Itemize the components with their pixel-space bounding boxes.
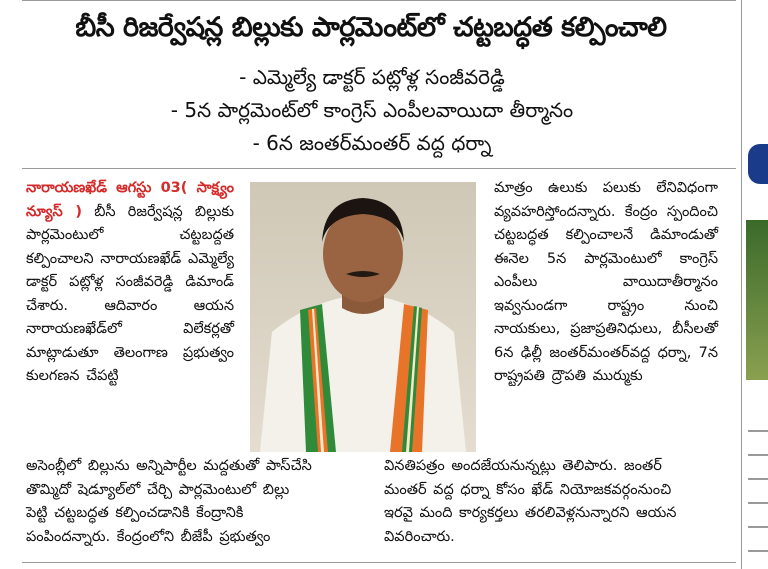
portrait-illustration bbox=[250, 182, 476, 452]
bottom-right-line: మంతర్ వద్ద ధర్నా కోసం ఖేడ్ నియోజకవర్గంనుంచి bbox=[384, 481, 672, 498]
bottom-left-line: పెట్టి చట్టబద్ధత కల్పించడానికి కేంద్రానికి bbox=[26, 505, 244, 521]
article-column-3 bbox=[494, 177, 718, 389]
dateline: నారాయణఖేడ్ ఆగస్టు 03( సాక్ష్యం న్యూస్ ) bbox=[26, 180, 234, 220]
adjacent-text-fragment bbox=[748, 430, 768, 560]
subhead-2: - 5న పార్లమెంట్‌లో కాంగ్రెస్ ఎంపీలవాయిదా తీర్మానం bbox=[170, 98, 574, 122]
article-column-1 bbox=[26, 177, 234, 389]
subhead-1: - ఎమ్మెల్యే డాక్టర్ పట్లోళ్ల సంజీవరెడ్డి bbox=[239, 65, 505, 89]
column-3-text: మాత్రం ఉలుకు పలుకు లేనివిధంగా వ్యవహరిస్తోందన్నారు. కేంద్రం స్పందించి చట్టబద్ధత కల్పించాలనే డిమాండుతో ఈనెల 5న పార్లమెంటులో కాంగ్రెస్ ఎంపీలు వాయిదాతీర్మానం ఇవ్వనుండగా రాష్ట్రం నుంచి నాయకులు, ప్రజాప్రతినిధులు, బీసీలతో 6న ఢిల్లీ జంతర్‌మంతర్‌వద్ద ధర్నా, 7న రాష్ట్రపతి ద్రౌపతి ముర్ముకు bbox=[494, 180, 718, 384]
bottom-right-line: వివరించారు. bbox=[384, 528, 455, 545]
bottom-divider bbox=[22, 562, 736, 563]
top-divider bbox=[22, 0, 736, 1]
subhead-3: - 6న జంతర్‌మంతర్ వద్ద ధర్నా bbox=[252, 131, 492, 155]
subhead-divider bbox=[22, 168, 736, 169]
column-1-text: బీసీ రిజర్వేషన్ల బిల్లుకు పార్లమెంటులో చట్టబద్దత కల్పించాలని నారాయణఖేడ్ ఎమ్మెల్యే డాక్టర్ పట్లోళ్ల సంజీవరెడ్డి డిమాండ్ చేశారు. ఆదివారం ఆయన నారాయణఖేడ్‌లో విలేకర్లతో మాట్లాడుతూ తెలంగాణ ప్రభుత్వం కులగణన చేపట్టి bbox=[26, 203, 234, 384]
bottom-right-line: ఇరవై మంది కార్యకర్తలు తరలివెళ్లనున్నారని ఆయన bbox=[384, 505, 677, 521]
adjacent-article-fragment bbox=[744, 140, 768, 400]
bottom-left-line: పంపిందన్నారు. కేంద్రంలోని బీజేపీ ప్రభుత్వం bbox=[26, 528, 271, 545]
bottom-left-block bbox=[26, 455, 372, 549]
bottom-right-block bbox=[384, 455, 720, 549]
mla-portrait-photo bbox=[250, 182, 476, 452]
bottom-right-line: వినతిపత్రం అందజేయనున్నట్లు తెలిపారు. జంతర్ bbox=[384, 458, 662, 474]
bottom-left-line: తొమ్మిదో షెడ్యూల్‌లో చేర్చి పార్లమెంటులో బిల్లు bbox=[26, 481, 290, 498]
bottom-left-line: అసెంబ్లీలో బిల్లును అన్నిపార్టీల మద్దతుతో పాస్‌చేసి bbox=[26, 458, 312, 474]
headline: బీసీ రిజర్వేషన్ల బిల్లుకు పార్లమెంట్‌లో చట్టబద్ధత కల్పించాలి bbox=[75, 12, 667, 43]
